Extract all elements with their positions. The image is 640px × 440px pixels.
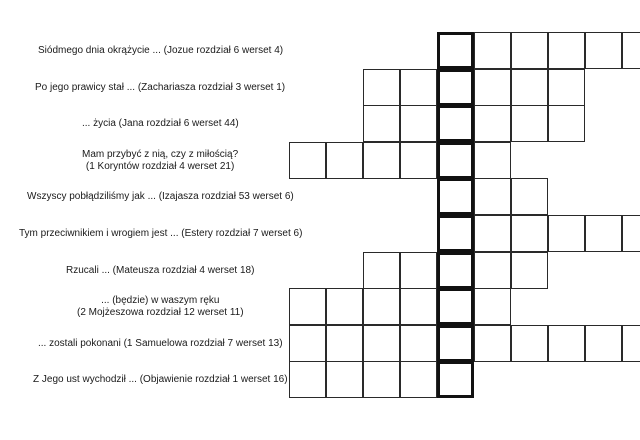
answer-cell[interactable] [548, 215, 585, 252]
clue-line: Rzucali ... (Mateusza rozdział 4 werset 18) [66, 265, 255, 276]
answer-cell[interactable] [548, 325, 585, 362]
answer-cell[interactable] [400, 69, 437, 106]
clue-line: Wszyscy pobłądziliśmy jak ... (Izajasza rozdział 53 werset 6) [27, 191, 294, 202]
key-letter-cell[interactable] [437, 361, 474, 398]
answer-cell[interactable] [474, 32, 511, 69]
answer-cell[interactable] [400, 288, 437, 325]
clue-text [33, 374, 288, 386]
clue-text [27, 191, 294, 203]
answer-cell[interactable] [363, 69, 400, 106]
key-letter-cell[interactable] [437, 69, 474, 106]
clue-text [38, 45, 283, 57]
answer-cell[interactable] [585, 32, 622, 69]
answer-cell[interactable] [474, 142, 511, 179]
key-letter-cell[interactable] [437, 252, 474, 289]
answer-cell[interactable] [400, 142, 437, 179]
clue-line: ... (będzie) w waszym ręku [101, 295, 220, 306]
answer-cell[interactable] [511, 252, 548, 289]
clue-text [66, 265, 254, 277]
clue-line: Siódmego dnia okrążycie ... (Jozue rozdział 6 werset 4) [38, 45, 284, 56]
key-letter-cell[interactable] [437, 105, 474, 142]
answer-cell[interactable] [363, 288, 400, 325]
answer-cell[interactable] [511, 325, 548, 362]
answer-cell[interactable] [400, 361, 437, 398]
answer-cell[interactable] [474, 69, 511, 106]
answer-cell[interactable] [585, 215, 622, 252]
clue-line: (2 Mojżeszowa rozdział 12 werset 11) [77, 307, 244, 318]
clue-line: ... zostali pokonani (1 Samuelowa rozdział 7 werset 13) [38, 338, 283, 349]
key-letter-cell[interactable] [437, 142, 474, 179]
answer-cell[interactable] [474, 288, 511, 325]
answer-cell[interactable] [622, 325, 640, 362]
answer-cell[interactable] [511, 105, 548, 142]
answer-cell[interactable] [289, 142, 326, 179]
clue-line: ... życia (Jana rozdział 6 werset 44) [82, 118, 239, 129]
clue-text [35, 82, 285, 94]
key-letter-cell[interactable] [437, 32, 474, 69]
answer-cell[interactable] [326, 325, 363, 362]
clue-line: Mam przybyć z nią, czy z miłością? [82, 149, 239, 160]
answer-cell[interactable] [326, 361, 363, 398]
answer-cell[interactable] [326, 288, 363, 325]
answer-cell[interactable] [474, 215, 511, 252]
clue-text [82, 149, 238, 173]
clue-line: (1 Koryntów rozdział 4 werset 21) [85, 161, 235, 172]
answer-cell[interactable] [363, 325, 400, 362]
answer-cell[interactable] [511, 32, 548, 69]
key-letter-cell[interactable] [437, 215, 474, 252]
answer-cell[interactable] [548, 32, 585, 69]
key-letter-cell[interactable] [437, 178, 474, 215]
answer-cell[interactable] [622, 32, 640, 69]
answer-cell[interactable] [474, 105, 511, 142]
answer-cell[interactable] [289, 361, 326, 398]
clue-text [82, 118, 239, 130]
key-letter-cell[interactable] [437, 288, 474, 325]
answer-cell[interactable] [622, 215, 640, 252]
answer-cell[interactable] [474, 252, 511, 289]
answer-cell[interactable] [400, 252, 437, 289]
clue-line: Tym przeciwnikiem i wrogiem jest ... (Estery rozdział 7 werset 6) [19, 228, 303, 239]
answer-cell[interactable] [363, 361, 400, 398]
answer-cell[interactable] [326, 142, 363, 179]
answer-cell[interactable] [511, 178, 548, 215]
answer-cell[interactable] [289, 288, 326, 325]
answer-cell[interactable] [585, 325, 622, 362]
answer-cell[interactable] [511, 69, 548, 106]
clue-text [77, 295, 244, 319]
answer-cell[interactable] [474, 178, 511, 215]
answer-cell[interactable] [474, 325, 511, 362]
answer-cell[interactable] [400, 325, 437, 362]
clue-line: Z Jego ust wychodził ... (Objawienie rozdział 1 werset 16) [33, 374, 288, 385]
answer-cell[interactable] [511, 215, 548, 252]
answer-cell[interactable] [548, 69, 585, 106]
clue-text [38, 338, 283, 350]
answer-cell[interactable] [548, 105, 585, 142]
key-letter-cell[interactable] [437, 325, 474, 362]
answer-cell[interactable] [289, 325, 326, 362]
answer-cell[interactable] [363, 105, 400, 142]
answer-cell[interactable] [363, 252, 400, 289]
answer-cell[interactable] [363, 142, 400, 179]
answer-cell[interactable] [400, 105, 437, 142]
clue-text [19, 228, 302, 240]
clue-line: Po jego prawicy stał ... (Zachariasza rozdział 3 werset 1) [35, 82, 286, 93]
